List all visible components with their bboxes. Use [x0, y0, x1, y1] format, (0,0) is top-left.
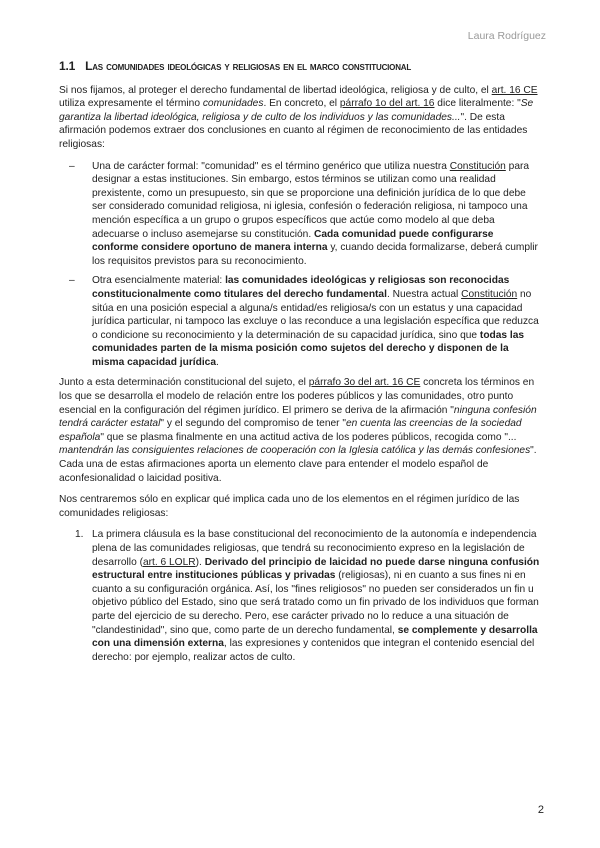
list-item-1 — [59, 528, 542, 664]
link-art6-lolr[interactable]: art. 6 LOLR — [142, 556, 196, 568]
quote: en cuenta las creencias de la sociedad española — [59, 418, 522, 443]
text: La primera cláusula es la base constitucional del reconocimiento de la autonomía e independencia plena de las comunidades religiosas, que tendrá su reconocimiento expreso en la legislación de desarrollo ( — [92, 529, 537, 568]
text: Otra esencialmente material: — [92, 275, 226, 287]
text: (religiosas), ni en cuanto a sus fines ni en cuanto a su configuración orgánica. Así, los "fines religiosos" no pueden ser considerados un fin u objetivo público del Estado, sino que será tratado como un fin privado de los individuos que forman parte del ejercicio de su derecho. Pero, ese carácter privado no lo reduce a una situación de "clandestinidad", sino que, como parte de un derecho fundamental, — [92, 570, 539, 636]
paragraph-art16-3 — [59, 376, 542, 485]
link-art16-p1[interactable]: párrafo 1o del art. 16 — [339, 98, 435, 110]
conclusions-list — [59, 160, 542, 370]
text: y, cuando decida formalizarse, deberá cumplir los requisitos previstos para su reconocimiento. — [92, 242, 538, 267]
bold-text: se complemente y desarrolla con una dimensión externa — [92, 624, 538, 650]
text: Junto a esta determinación constitucional del sujeto, el — [59, 377, 309, 389]
text: . En concreto, el — [263, 98, 340, 110]
section-title: Las comunidades ideológicas y religiosas en el marco constitucional — [85, 59, 412, 73]
quote: mantendrán las consiguientes relaciones de cooperación con la Iglesia católica y las demás confesiones — [59, 445, 531, 457]
text: ". De esta afirmación podemos extraer dos conclusiones en cuanto al régimen de reconocimiento de las entidades religiosas: — [59, 111, 528, 150]
link-art16[interactable]: art. 16 CE — [491, 84, 538, 96]
elements-list — [59, 528, 542, 664]
quote: Se garantiza la libertad ideológica, religiosa y de culto de los individuos y las comunidades... — [59, 98, 534, 123]
section-heading — [59, 60, 542, 74]
page-content — [59, 60, 542, 664]
list-item-material — [59, 274, 542, 369]
text: ). — [195, 556, 205, 568]
section-number: 1.1 — [59, 59, 76, 73]
text: " y el segundo del compromiso de tener " — [160, 418, 346, 430]
text: utiliza expresamente el término — [59, 98, 203, 110]
text: no sitúa en una posición especial a alguna/s entidad/es religiosa/s con un estatus y una capacidad jurídica particular, ni tampoco las excluye o las reconduce a una legislación específica que reduzca o condicione su reconocimiento y la determinación de su capacidad jurídica, sino que — [92, 288, 539, 341]
list-item-formal — [59, 160, 542, 269]
text: . Nuestra actual — [386, 288, 462, 300]
link-art16-p3[interactable]: párrafo 3o del art. 16 CE — [308, 377, 421, 389]
text: " que se plasma finalmente en una actitud activa de los poderes públicos, recogida como "... — [100, 431, 517, 443]
bold-text: Cada comunidad puede configurarse conforme considere oportuno de manera interna — [92, 228, 494, 254]
text: Una de carácter formal: "comunidad" es el término genérico que utiliza nuestra — [92, 160, 450, 172]
quote: ninguna confesión tendrá carácter estatal — [59, 404, 537, 430]
text: ". Cada una de estas afirmaciones aporta un elemento clave para entender el modelo español de aconfesionalidad o laicidad positiva. — [59, 445, 537, 484]
emphasis: comunidades — [202, 98, 264, 110]
text: concreta los términos en los que se desarrolla el modelo de relación entre los poderes públicos y las comunidades, otro punto esencial en la configuración del régimen jurídico. El primero se deriva de la afirmación " — [59, 377, 535, 416]
bold-text: todas las comunidades parten de la misma posición como sujetos del derecho y disponen de la misma capacidad jurídica — [92, 329, 525, 368]
text: dice literalmente: " — [434, 98, 521, 110]
text: para designar a estas instituciones. Sin embargo, estos términos se utilizan como una realidad prexistente, como un presupuesto, sin que se proporcione una definición jurídica de lo que debe ser considerado comunidad religiosa, ni iglesia, confesión o federación religiosa, ni tampoco una mención específica a un grupo o grupos específicos que actúe como modelo al que deba adecuarse o incluso asemejarse su constitución. — [92, 160, 530, 240]
paragraph-focus: Nos centraremos sólo en explicar qué implica cada uno de los elementos en el régimen jurídico de las comunidades religiosas: — [59, 494, 520, 519]
bold-text: Derivado del principio de laicidad no puede darse ninguna confusión estructural entre instituciones públicas y privadas — [92, 556, 540, 582]
link-constitucion[interactable]: Constitución — [461, 288, 518, 300]
text: Si nos fijamos, al proteger el derecho fundamental de libertad ideológica, religiosa y de culto, el — [59, 84, 492, 96]
page-number: 2 — [537, 804, 544, 816]
intro-paragraph — [59, 84, 542, 152]
link-constitucion[interactable]: Constitución — [449, 160, 506, 172]
list-marker: 1. — [75, 529, 84, 541]
bold-text: las comunidades ideológicas y religiosas son reconocidas constitucionalmente como titulares del derecho fundamental — [92, 275, 510, 300]
text: , las expresiones y contenidos que integran el contenido esencial del derecho: por ejemplo, realizar actos de culto. — [92, 638, 535, 663]
text: . — [216, 356, 219, 368]
author-name: Laura Rodríguez — [467, 30, 546, 42]
